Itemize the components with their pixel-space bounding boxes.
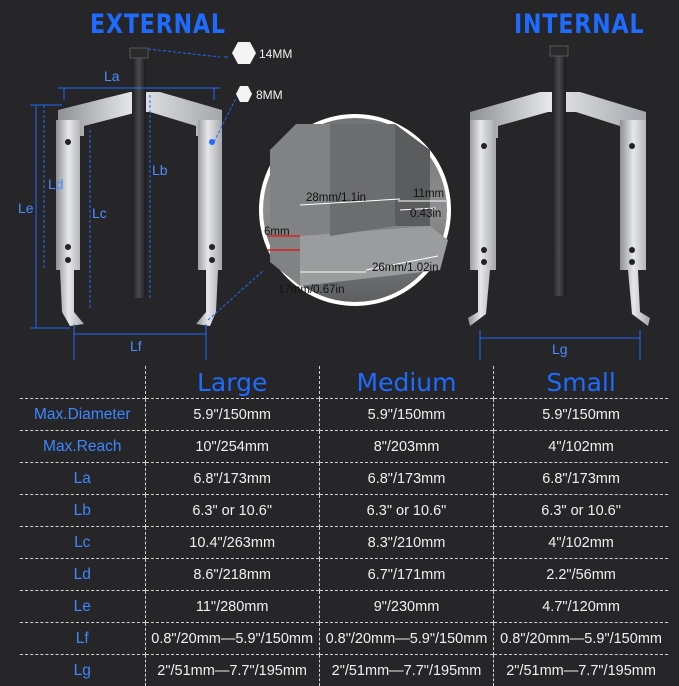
hex-14mm-label: 14MM (259, 47, 292, 61)
dim-label-lg: Lg (552, 341, 568, 357)
row-label: Lb (20, 495, 145, 527)
cell-large: 8.6"/218mm (145, 559, 319, 591)
cell-small: 4"/102mm (494, 431, 668, 463)
dim-label-lb: Lb (152, 162, 168, 178)
dim-label-ld: Ld (48, 176, 64, 192)
cell-small: 6.3" or 10.6" (494, 495, 668, 527)
internal-screw (552, 50, 566, 296)
cell-large: 11"/280mm (145, 591, 319, 623)
internal-right-arm (620, 120, 650, 326)
row-label: Max.Diameter (20, 399, 145, 431)
zoom-width-11mm: 11mm (413, 188, 444, 200)
table-row (20, 431, 668, 463)
cell-small: 0.8"/20mm—5.9"/150mm (494, 623, 668, 655)
cell-medium: 8.3"/210mm (319, 527, 493, 559)
external-left-arm (56, 120, 84, 326)
cell-medium: 5.9"/150mm (319, 399, 493, 431)
row-label: Lf (20, 623, 145, 655)
cell-large: 2"/51mm—7.7"/195mm (145, 655, 319, 686)
cell-small: 6.8"/173mm (494, 463, 668, 495)
table-row (20, 591, 668, 623)
cell-small: 2.2"/56mm (494, 559, 668, 591)
table-row (20, 495, 668, 527)
table-row (20, 463, 668, 495)
cell-small: 2"/51mm—7.7"/195mm (494, 655, 668, 686)
zoom-width-28mm: 28mm/1.1in (306, 192, 366, 204)
cell-large: 6.3" or 10.6" (145, 495, 319, 527)
cell-medium: 0.8"/20mm—5.9"/150mm (319, 623, 493, 655)
row-label: Max.Reach (20, 431, 145, 463)
cell-large: 10.4"/263mm (145, 527, 319, 559)
spec-header-small: Small (494, 366, 668, 399)
cell-medium: 8"/203mm (319, 431, 493, 463)
spec-table (20, 366, 668, 686)
cell-medium: 2"/51mm—7.7"/195mm (319, 655, 493, 686)
zoom-width-17mm: 17mm/0.67in (278, 284, 344, 296)
cell-large: 6.8"/173mm (145, 463, 319, 495)
external-title: EXTERNAL (90, 9, 226, 40)
dim-label-lc: Lc (92, 205, 107, 221)
spec-header-row (20, 366, 668, 399)
row-label: Lc (20, 527, 145, 559)
cell-medium: 6.3" or 10.6" (319, 495, 493, 527)
cell-small: 4.7"/120mm (494, 591, 668, 623)
cell-medium: 9"/230mm (319, 591, 493, 623)
table-row (20, 399, 668, 431)
row-label: Lg (20, 655, 145, 686)
internal-title: INTERNAL (514, 9, 644, 40)
zoom-width-26mm: 26mm/1.02in (372, 262, 438, 274)
table-row (20, 655, 668, 686)
hex-14mm-icon (232, 42, 256, 64)
cell-medium: 6.8"/173mm (319, 463, 493, 495)
cell-large: 5.9"/150mm (145, 399, 319, 431)
table-row (20, 527, 668, 559)
cell-large: 10"/254mm (145, 431, 319, 463)
row-label: La (20, 463, 145, 495)
spec-header-blank (20, 366, 145, 399)
table-row (20, 623, 668, 655)
hex-8mm-icon (236, 86, 252, 102)
external-screw (132, 52, 146, 298)
row-label: Le (20, 591, 145, 623)
spec-header-medium: Medium (319, 366, 493, 399)
hex-8mm-label: 8MM (256, 88, 283, 102)
row-label: Ld (20, 559, 145, 591)
internal-left-arm (468, 120, 496, 326)
cell-medium: 6.7"/171mm (319, 559, 493, 591)
dim-label-le: Le (18, 200, 34, 216)
external-right-arm (196, 120, 222, 326)
cell-small: 4"/102mm (494, 527, 668, 559)
cell-small: 5.9"/150mm (494, 399, 668, 431)
zoom-width-043in: 0.43in (410, 208, 441, 220)
dim-label-lf: Lf (130, 338, 142, 354)
screw-hex-head (130, 48, 148, 58)
dim-label-la: La (104, 68, 120, 84)
cell-large: 0.8"/20mm—5.9"/150mm (145, 623, 319, 655)
zoom-width-6mm: 6mm (264, 226, 290, 238)
table-row (20, 559, 668, 591)
spec-header-large: Large (145, 366, 319, 399)
